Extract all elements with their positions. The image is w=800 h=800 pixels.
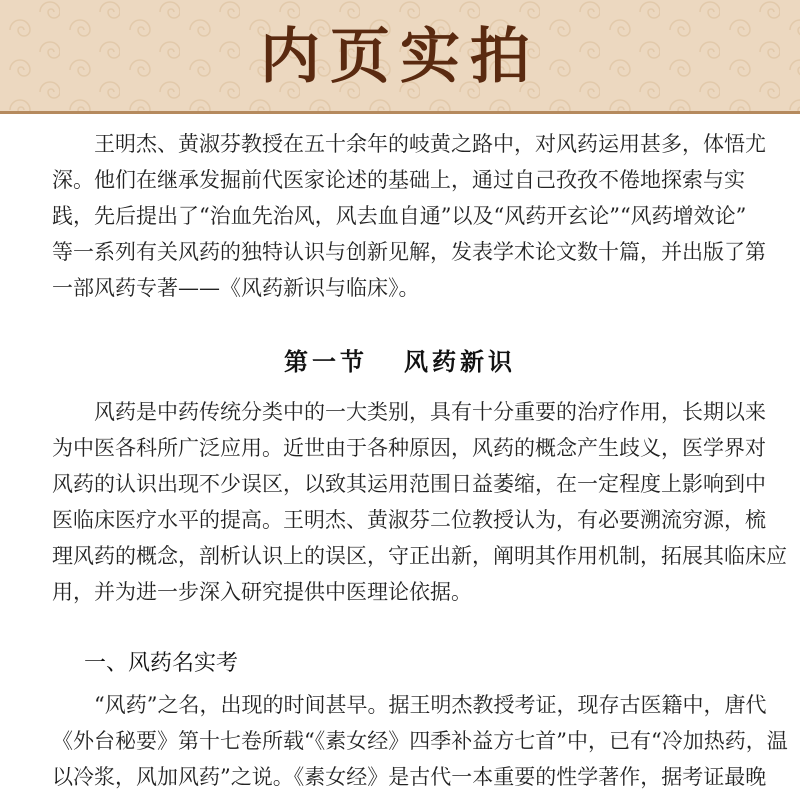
book-page bbox=[0, 114, 800, 800]
text-line: 践，先后提出了“治血先治风，风去血自通”以及“风药开玄论”“风药增效论” bbox=[52, 204, 747, 228]
text-line: 王明杰、黄淑芬教授在五十余年的岐黄之路中，对风药运用甚多，体悟尤 bbox=[94, 132, 766, 156]
banner-title: 内页实拍 bbox=[260, 22, 540, 92]
text-line: 等一系列有关风药的独特认识与创新见解，发表学术论文数十篇，并出版了第 bbox=[52, 240, 766, 264]
text-line: 风药是中药传统分类中的一大类别，具有十分重要的治疗作用，长期以来 bbox=[94, 400, 766, 424]
text-line: 理风药的概念，剖析认识上的误区，守正出新，阐明其作用机制，拓展其临床应 bbox=[52, 544, 787, 568]
text-line: “风药”之名，出现的时间甚早。据王明杰教授考证，现存古医籍中，唐代 bbox=[94, 693, 767, 717]
body-paragraph bbox=[52, 394, 787, 610]
text-line: 为中医各科所广泛应用。近世由于各种原因，风药的概念产生歧义，医学界对 bbox=[52, 436, 766, 460]
header-banner bbox=[0, 0, 800, 111]
section-title: 风药新识 bbox=[404, 348, 516, 376]
text-line: 风药的认识出现不少误区，以致其运用范围日益萎缩，在一定程度上影响到中 bbox=[52, 472, 766, 496]
text-line: 以冷浆，风加风药”之说。《素女经》是古代一本重要的性学著作，据考证最晚 bbox=[52, 765, 767, 789]
section-number: 第一节 bbox=[284, 348, 368, 376]
section-heading bbox=[0, 342, 800, 377]
intro-paragraph bbox=[52, 126, 766, 306]
text-line: 深。他们在继承发掘前代医家论述的基础上，通过自己孜孜不倦地探索与实 bbox=[52, 168, 745, 192]
text-line: 一部风药专著——《风药新识与临床》。 bbox=[52, 276, 420, 300]
last-paragraph bbox=[52, 687, 788, 795]
text-line: 用，并为进一步深入研究提供中医理论依据。 bbox=[52, 580, 472, 604]
text-line: 医临床医疗水平的提高。王明杰、黄淑芬二位教授认为，有必要溯流穷源，梳 bbox=[52, 508, 766, 532]
subsection-heading: 一、风药名实考 bbox=[84, 651, 239, 676]
text-line: 《外台秘要》第十七卷所载“《素女经》四季补益方七首”中，已有“冷加热药，温 bbox=[52, 729, 788, 753]
